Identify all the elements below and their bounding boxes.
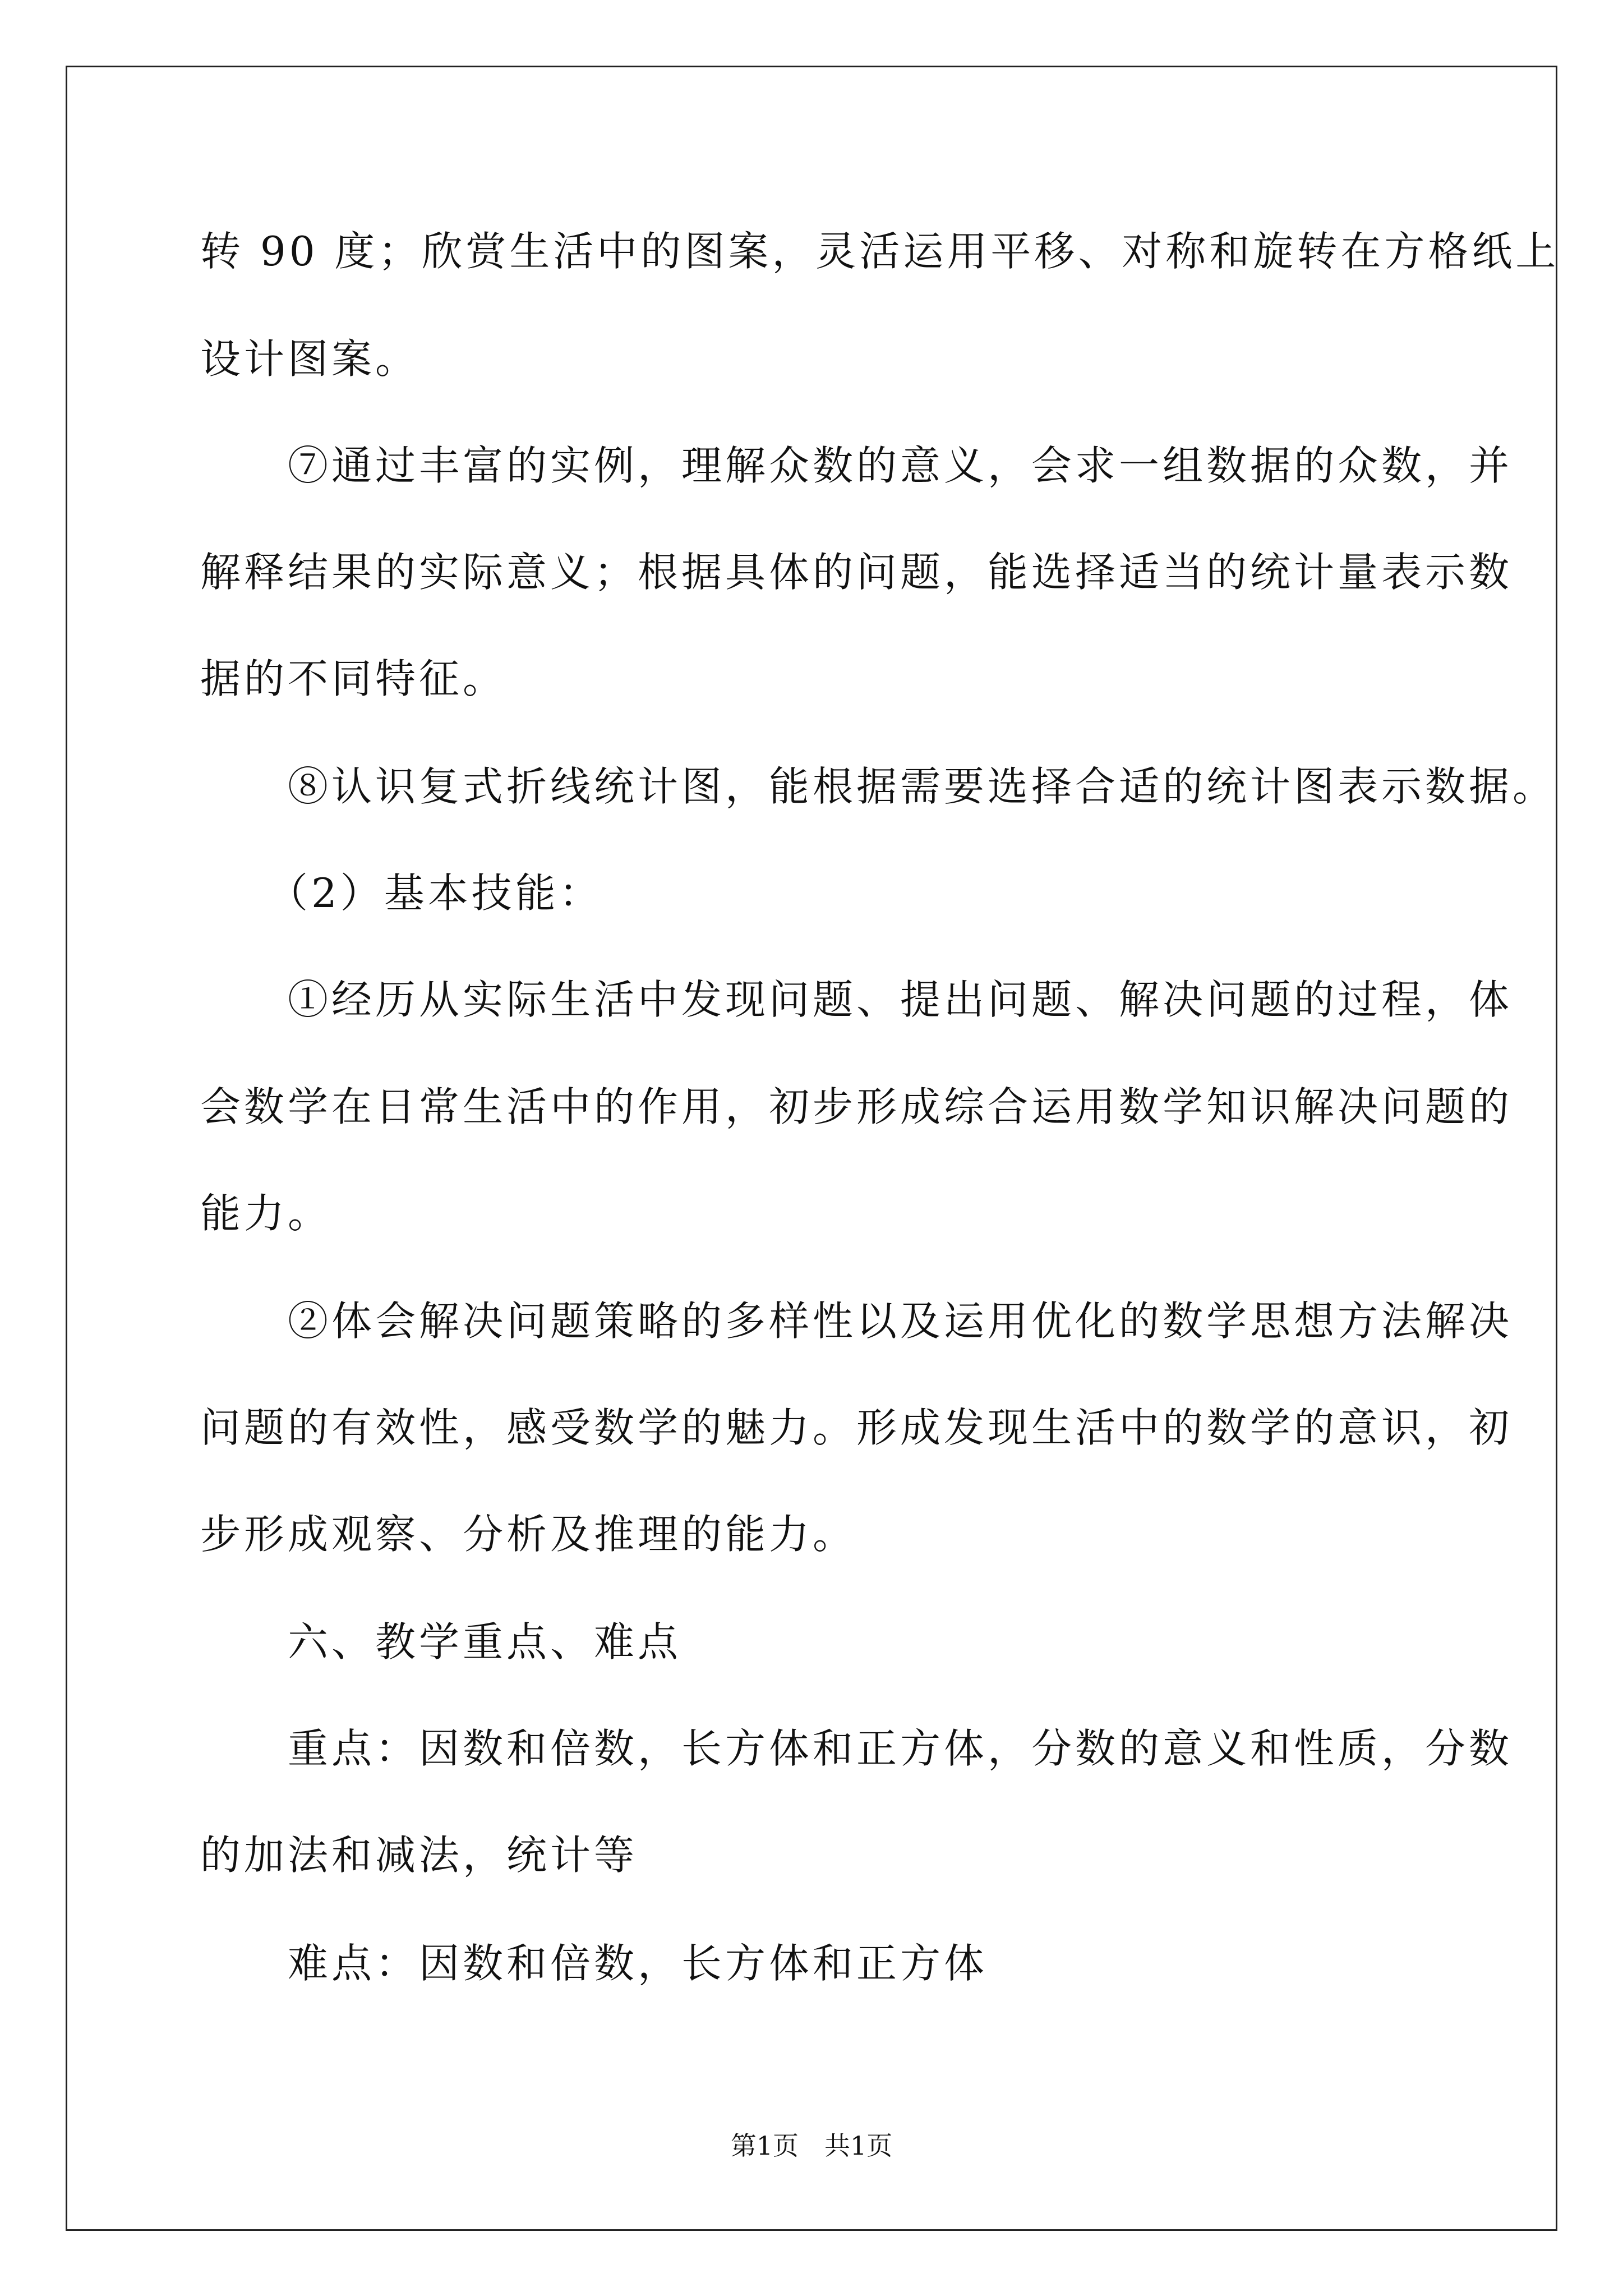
text-line-1: 转 90 度；欣赏生活中的图案，灵活运用平移、对称和旋转在方格纸上 xyxy=(200,228,1560,275)
text-line-9: 会数学在日常生活中的作用，初步形成综合运用数学知识解决问题的 xyxy=(200,1083,1513,1130)
page-footer: 第1页 共1页 xyxy=(730,2131,893,2161)
text-line-2: 设计图案。 xyxy=(200,335,419,383)
text-line-4: 解释结果的实际意义；根据具体的问题，能选择适当的统计量表示数 xyxy=(200,549,1513,596)
text-line-16: 的加法和减法，统计等 xyxy=(200,1832,638,1879)
text-line-8: ①经历从实际生活中发现问题、提出问题、解决问题的过程，体 xyxy=(200,976,1513,1023)
text-line-3: ⑦通过丰富的实例，理解众数的意义，会求一组数据的众数，并 xyxy=(200,442,1513,489)
text-line-12: 问题的有效性，感受数学的魅力。形成发现生活中的数学的意识，初 xyxy=(200,1404,1513,1451)
text-line-11: ②体会解决问题策略的多样性以及运用优化的数学思想方法解决 xyxy=(200,1297,1513,1345)
text-line-6: ⑧认识复式折线统计图，能根据需要选择合适的统计图表示数据。 xyxy=(200,763,1557,810)
text-line-10: 能力。 xyxy=(200,1190,332,1237)
text-line-7: （2）基本技能： xyxy=(200,869,603,917)
text-line-15: 重点：因数和倍数，长方体和正方体，分数的意义和性质，分数 xyxy=(200,1725,1513,1772)
page-border xyxy=(66,66,1560,2231)
text-line-5: 据的不同特征。 xyxy=(200,655,507,702)
text-line-17: 难点：因数和倍数，长方体和正方体 xyxy=(200,1940,988,1987)
text-line-14: 六、教学重点、难点 xyxy=(200,1618,682,1665)
text-line-13: 步形成观察、分析及推理的能力。 xyxy=(200,1511,857,1558)
